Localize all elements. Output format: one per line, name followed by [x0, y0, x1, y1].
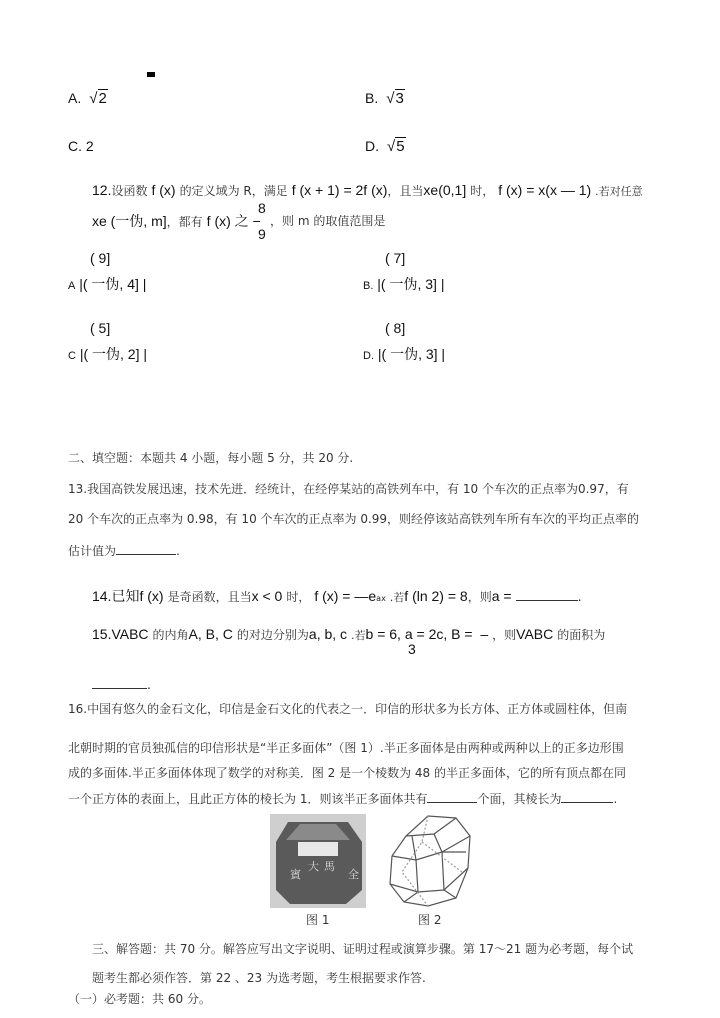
- option-value: 5: [396, 138, 405, 155]
- fraction-denominator: 3: [408, 641, 416, 657]
- svg-text:賓: 賓: [290, 868, 301, 881]
- q13-line3: [68, 542, 180, 559]
- sqrt-symbol: √3: [382, 90, 404, 107]
- answer-blank[interactable]: [116, 542, 176, 555]
- math: a =: [491, 588, 512, 604]
- text: 时，: [286, 590, 311, 604]
- option-label: A: [68, 280, 76, 292]
- q16-line3: 成的多面体.半正多面体体现了数学的对称美．图 2 是一个棱数为 48 的半正多面体，它的所有顶点都在同: [68, 766, 626, 780]
- math: A, B, C: [188, 626, 233, 642]
- option-label: D.: [365, 138, 379, 154]
- figure-2-caption: 图 2: [418, 913, 442, 927]
- option-value: 3: [395, 90, 404, 107]
- text: 的内角: [152, 628, 189, 642]
- text: ，则: [467, 590, 492, 604]
- math: xe(0,1]: [423, 182, 467, 198]
- option-b: [363, 276, 444, 294]
- text: 设函数: [111, 184, 148, 198]
- text: 一个正方体的表面上，且此正方体的棱长为 1．则该半正多面体共有: [68, 792, 428, 806]
- fraction-numerator: 8: [258, 200, 266, 216]
- option-label: C: [68, 350, 76, 362]
- option-value: 2: [85, 138, 94, 154]
- text: 时，: [470, 184, 495, 198]
- svg-text:大: 大: [308, 860, 319, 873]
- option-label: A.: [68, 90, 82, 106]
- option-b-top: ( 7]: [385, 250, 406, 266]
- option-d-top: ( 8]: [385, 320, 406, 336]
- text: ，则: [492, 628, 517, 642]
- text: .: [147, 677, 151, 692]
- text: 的对边分别为: [236, 628, 309, 642]
- option-d: [365, 138, 406, 155]
- q13-line2: 20 个车次的正点率为 0.98，有 10 个车次的正点率为 0.99，则经停该站高铁列车所有车次的平均正点率的: [68, 512, 640, 526]
- text: ，都有: [166, 215, 203, 229]
- option-a: [68, 276, 146, 294]
- q16-line2: 北朝时期的官员独孤信的印信形状是“半正多面体”（图 1）.半正多面体是由两种或两种以上的正多边形围: [68, 741, 624, 755]
- text: 估计值为: [68, 544, 117, 558]
- text: .若: [389, 591, 405, 604]
- text: .若: [351, 629, 366, 642]
- math: f (x): [139, 588, 164, 604]
- math: f (x): [151, 182, 176, 198]
- math: f (x + 1) = 2f (x): [291, 182, 388, 198]
- svg-text:馬: 馬: [324, 860, 335, 873]
- math: f (x) = —e: [314, 588, 377, 604]
- q16-line1: 16.中国有悠久的金石文化，印信是金石文化的代表之一．印信的形状多为长方体、正方体或圆柱体，但南: [68, 702, 628, 716]
- option-value: |( 一伪, 3] |: [377, 276, 445, 292]
- text: .: [176, 544, 180, 558]
- text: 是奇函数，且当: [167, 590, 252, 604]
- math: f (ln 2) = 8: [404, 588, 468, 604]
- section-text: 题考生都必须作答．第 22 、23 为选考题，考生根据要求作答.: [92, 971, 426, 985]
- section-heading: 三、解答题：共 70 分。解答应写出文字说明、证明过程或演算步骤。第 17～21 题为必考题，每个试: [92, 942, 634, 956]
- text: .: [577, 589, 582, 604]
- math: a, b, c: [308, 626, 348, 642]
- option-a: [68, 90, 108, 107]
- option-c: [68, 346, 147, 364]
- text: 15.VABC: [92, 626, 149, 642]
- math: VABC: [516, 626, 554, 642]
- figure-1-seal-photo: [270, 812, 366, 908]
- fraction-bar: –: [476, 626, 493, 642]
- text: ，且当: [387, 184, 424, 198]
- option-label: C.: [68, 138, 82, 154]
- math: x < 0: [251, 588, 283, 604]
- sqrt-symbol: √5: [382, 138, 405, 155]
- option-label: B.: [365, 90, 379, 106]
- text: 的定义域为 R，满足: [179, 184, 288, 198]
- q15-line: [92, 626, 605, 644]
- option-value: |( 一伪, 3] |: [377, 346, 446, 362]
- q16-line4: [68, 790, 617, 807]
- fraction-denominator: 9: [258, 226, 266, 242]
- question-number: 12.: [92, 182, 112, 198]
- answer-blank[interactable]: [516, 588, 578, 601]
- sqrt-symbol: √2: [85, 90, 107, 107]
- option-label: B.: [363, 280, 374, 292]
- q13-line1: 13.我国高铁发展迅速，技术先进．经统计，在经停某站的高铁列车中，有 10 个车次的正点率为0.97，有: [68, 482, 629, 496]
- figure-1-caption: 图 1: [306, 913, 330, 927]
- text: 14.已知: [92, 588, 140, 604]
- option-label: D.: [363, 350, 374, 362]
- q15-answer-line: [92, 676, 151, 693]
- text: 的面积为: [557, 628, 606, 642]
- answer-blank[interactable]: [427, 790, 477, 803]
- answer-blank[interactable]: [561, 790, 613, 803]
- answer-blank[interactable]: [92, 676, 147, 689]
- q12-line2: [92, 213, 261, 230]
- svg-text:全: 全: [348, 868, 359, 881]
- math: b = 6, a = 2c, B =: [365, 626, 473, 642]
- math: f (x) = x(x — 1): [498, 182, 592, 198]
- math-exponent: ax: [376, 594, 386, 603]
- q12-line1: [92, 182, 643, 200]
- section-heading: 二、填空题：本题共 4 小题，每小题 5 分，共 20 分.: [68, 451, 354, 465]
- option-value: 2: [98, 90, 107, 107]
- option-value: |( 一伪, 2] |: [79, 346, 148, 362]
- q14-line: [92, 588, 582, 607]
- option-value: |( 一伪, 4] |: [79, 276, 147, 292]
- math: f (x) 之 −: [206, 213, 261, 229]
- text: .: [613, 792, 618, 806]
- text: 个面，其棱长为: [477, 792, 562, 806]
- math: xe (一伪, m]: [92, 213, 167, 229]
- subsection-heading: （一）必考题：共 60 分。: [68, 992, 211, 1006]
- option-d: [363, 346, 445, 364]
- option-b: [365, 90, 405, 107]
- option-c: [68, 138, 94, 154]
- figure-2-polyhedron: [382, 812, 474, 908]
- text: .若对任意: [595, 185, 643, 198]
- text: ，则 m 的取值范围是: [270, 214, 386, 228]
- option-c-top: ( 5]: [90, 320, 111, 336]
- option-a-top: ( 9]: [90, 250, 111, 266]
- scan-mark: [147, 72, 155, 77]
